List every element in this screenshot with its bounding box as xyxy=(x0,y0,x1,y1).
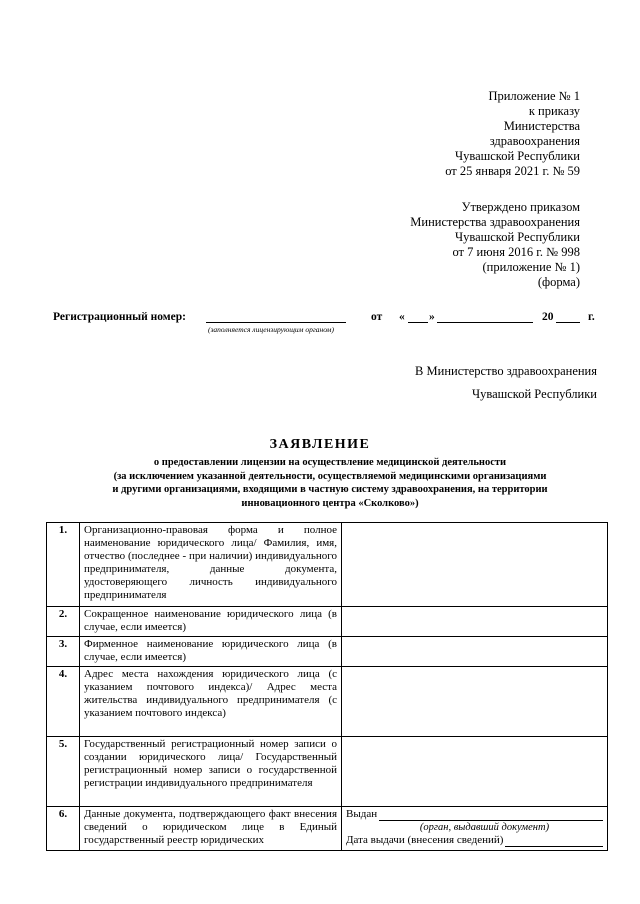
row-number: 3. xyxy=(47,637,80,667)
year-suffix: г. xyxy=(588,311,595,323)
approval-line: к приказу xyxy=(528,104,580,118)
table-row xyxy=(47,637,608,667)
issued-label: Выдан xyxy=(346,808,378,820)
issue-date-field[interactable] xyxy=(505,834,603,847)
registration-number-field[interactable] xyxy=(206,311,346,323)
registration-month-field[interactable] xyxy=(437,311,533,323)
approved-line: (форма) xyxy=(537,275,580,289)
row-number: 2. xyxy=(47,607,80,637)
row-value-field[interactable] xyxy=(342,523,608,607)
document-title: ЗАЯВЛЕНИЕ xyxy=(269,437,371,452)
approval-line: от 25 января 2021 г. № 59 xyxy=(445,164,580,178)
row-label: Данные документа, подтверждающего факт внесения сведений о юридическом лице в Единый государственный реестр юридических xyxy=(80,807,342,851)
approved-header xyxy=(410,200,580,290)
row-number: 4. xyxy=(47,667,80,737)
row-value-field[interactable] xyxy=(342,807,608,851)
issued-note: (орган, выдавший документ) xyxy=(419,822,550,833)
row-number: 5. xyxy=(47,737,80,807)
subtitle-line: и другими организациями, входящими в частную систему здравоохранения, на территории xyxy=(112,484,548,495)
approved-line: (приложение № 1) xyxy=(482,260,580,274)
approval-header xyxy=(445,89,580,179)
document-subtitle xyxy=(60,456,600,510)
row-label: Государственный регистрационный номер записи о создании юридического лица/ Государственный регистрационный номер записи о государственной регистрации индивидуального предпринимателя xyxy=(80,737,342,807)
approved-line: от 7 июня 2016 г. № 998 xyxy=(452,245,580,259)
row-value-field[interactable] xyxy=(342,667,608,737)
subtitle-line: (за исключением указанной деятельности, осуществляемой медицинскими организациями xyxy=(113,470,547,482)
table-row xyxy=(47,523,608,607)
row-label: Фирменное наименование юридического лица (в случае, если имеется) xyxy=(80,637,342,667)
year-prefix: 20 xyxy=(542,311,554,323)
row-label: Сокращенное наименование юридического лица (в случае, если имеется) xyxy=(80,607,342,637)
registration-note: (заполняется лицензирующим органом) xyxy=(208,325,334,334)
table-row xyxy=(47,807,608,851)
approval-line: Приложение № 1 xyxy=(488,89,580,103)
registration-label: Регистрационный номер: xyxy=(53,311,186,323)
row-value-field[interactable] xyxy=(342,737,608,807)
application-form-table xyxy=(46,522,608,851)
table-row xyxy=(47,737,608,807)
registration-year-field[interactable] xyxy=(556,311,580,323)
approval-line: здравоохранения xyxy=(489,134,580,148)
row-number: 6. xyxy=(47,807,80,851)
quote-open: « xyxy=(399,311,405,323)
row-label: Организационно-правовая форма и полное наименование юридического лица/ Фамилия, имя, отчество (последнее - при наличии) индивидуального предпринимателя, данные документа, удостоверяющего личность индивидуального предпринимателя xyxy=(80,523,342,607)
approval-line: Министерства xyxy=(503,119,580,133)
table-row xyxy=(47,607,608,637)
issue-date-line xyxy=(346,834,603,847)
issued-field[interactable] xyxy=(379,808,603,821)
registration-day-field[interactable] xyxy=(408,311,428,323)
row-value-field[interactable] xyxy=(342,607,608,637)
row-label: Адрес места нахождения юридического лица (с указанием почтового индекса)/ Адрес места жительства индивидуального предпринимателя (с указанием почтового индекса) xyxy=(80,667,342,737)
subtitle-line: о предоставлении лицензии на осуществление медицинской деятельности xyxy=(153,457,507,468)
approved-line: Чувашской Республики xyxy=(454,230,580,244)
approved-line: Утверждено приказом xyxy=(461,200,580,214)
issued-line xyxy=(346,808,603,821)
approval-line: Чувашской Республики xyxy=(454,149,580,163)
row-value-field[interactable] xyxy=(342,637,608,667)
issue-date-label: Дата выдачи (внесения сведений) xyxy=(346,834,504,846)
addressee-line: Чувашской Республики xyxy=(471,387,597,401)
registration-from-label: от xyxy=(371,311,383,323)
table-row xyxy=(47,667,608,737)
quote-close: » xyxy=(429,311,435,323)
row-number: 1. xyxy=(47,523,80,607)
subtitle-line: инновационного центра «Сколково») xyxy=(241,497,419,509)
addressee-line: В Министерство здравоохранения xyxy=(415,364,597,378)
approved-line: Министерства здравоохранения xyxy=(410,215,580,229)
